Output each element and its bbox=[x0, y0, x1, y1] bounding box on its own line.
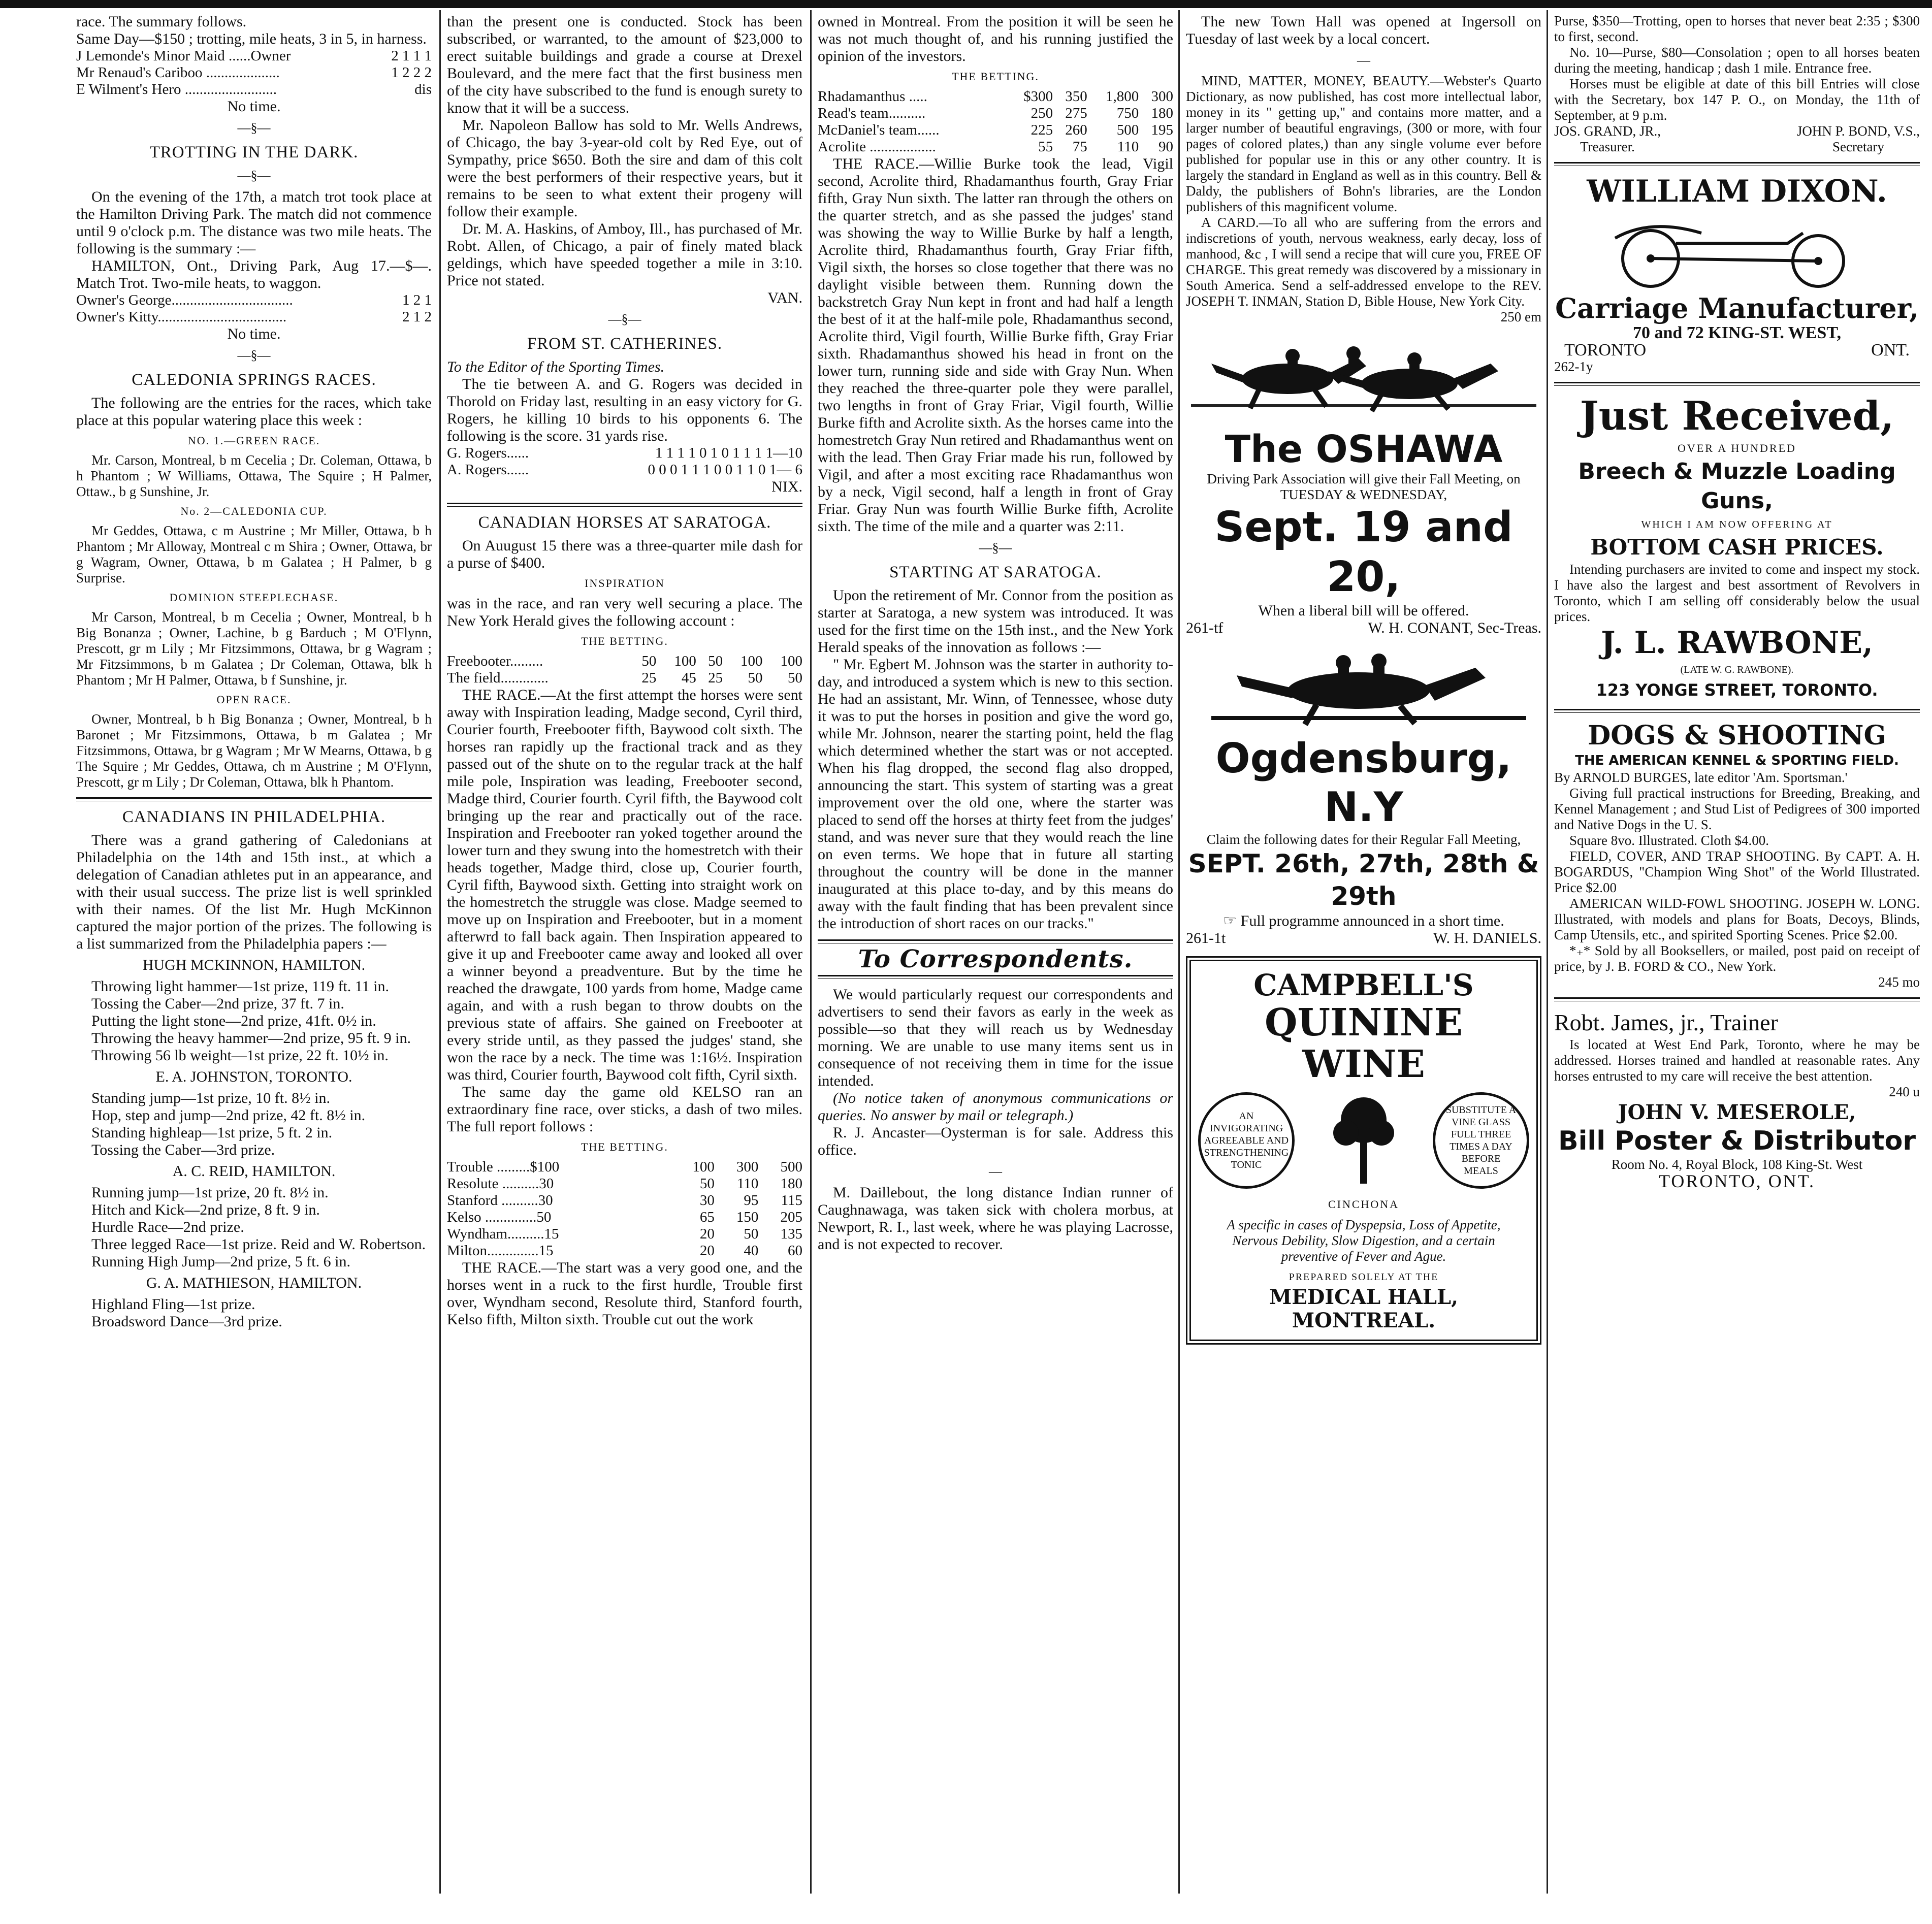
table-row: G. Rogers...... 1 1 1 1 0 1 0 1 1 1 1—10 bbox=[447, 445, 802, 461]
just-received-title: Just Received, bbox=[1580, 393, 1894, 439]
table-row: Wyndham..........15 20 50 135 bbox=[447, 1226, 802, 1242]
column-rule bbox=[1547, 10, 1548, 1894]
rawbone-late: (LATE W. G. RAWBONE). bbox=[1680, 664, 1794, 675]
same-day-text: Same Day—$150 ; trotting, mile heats, 3 in 5, in harness. bbox=[76, 30, 427, 47]
column-2 bbox=[447, 13, 802, 1904]
treasurer-name: JOS. GRAND, JR., bbox=[1554, 123, 1661, 139]
ad-text: *₊* Sold by all Booksellers, or mailed, post paid on receipt of price, by J. B. FORD & CO., New York. bbox=[1554, 943, 1920, 974]
ad-footer bbox=[1186, 619, 1541, 637]
ad-text: PREPARED SOLELY AT THE bbox=[1289, 1271, 1439, 1283]
list-item: Throwing light hammer—1st prize, 119 ft. 11 in. bbox=[91, 978, 390, 995]
article-paragraph: R. J. Ancaster—Oysterman is for sale. Address this office. bbox=[818, 1124, 1173, 1158]
table-row: Mr Renaud's Cariboo .................... 1 2 2 2 bbox=[76, 64, 432, 81]
article-paragraph: than the present one is conducted. Stock has been subscribed, or warranted, to the amount of $23,000 to erect suitable buildings and grade a course at Drexel Boulevard, and the mere fact that the first business men of the city have subscribed to the fund is enough surety to know that it will be a success. bbox=[447, 13, 802, 116]
list-item: Broadsword Dance—3rd prize. bbox=[91, 1313, 282, 1330]
trotting-horses-illustration bbox=[1191, 640, 1536, 731]
article-paragraph: The same day the game old KELSO ran an extraordinary fine race, over sticks, a dash of two miles. The full report follows : bbox=[447, 1084, 802, 1135]
carriage-manufacturer: Carriage Manufacturer, bbox=[1555, 292, 1919, 324]
ad-text: By ARNOLD BURGES, late editor 'Am. Sportsman.' bbox=[1554, 770, 1848, 785]
subhead: THE BETTING. bbox=[581, 1140, 668, 1153]
intro-text: race. The summary follows. bbox=[76, 13, 247, 30]
race-horses-illustration bbox=[1191, 328, 1536, 425]
column-3 bbox=[818, 13, 1173, 1904]
table-row: Owner's Kitty................................... 2 1 2 bbox=[76, 309, 432, 325]
table-row: The field............. 25 45 25 50 50 bbox=[447, 670, 802, 686]
article-paragraph: On Auugust 15 there was a three-quarter mile dash for a purse of $400. bbox=[447, 537, 802, 571]
medical-hall: MEDICAL HALL, bbox=[1269, 1285, 1459, 1309]
article-paragraph: Upon the retirement of Mr. Connor from the position as starter at Saratoga, a new system was introduced. It was used for the first time on the 15th inst., and the New York Herald speaks of the innovation as follows :— bbox=[818, 587, 1173, 656]
table-row: A. Rogers...... 0 0 0 1 1 1 0 0 1 1 0 1— 6 bbox=[447, 462, 802, 478]
toronto-label: TORONTO, ONT. bbox=[1659, 1171, 1815, 1191]
athlete-name: E. A. JOHNSTON, TORONTO. bbox=[155, 1068, 352, 1085]
ad-reference: 261-tf bbox=[1186, 619, 1223, 636]
table-row: Stanford ..........30 30 95 115 bbox=[447, 1192, 802, 1209]
no-time-text: No time. bbox=[227, 98, 281, 115]
table-row: Trouble .........$100 100 300 500 bbox=[447, 1159, 802, 1175]
article-paragraph: MIND, MATTER, MONEY, BEAUTY.—Webster's Quarto Dictionary, as now published, has cost more intellectual labor, money in its " getting up," and contains more matter, and a larger number of beautiful engravings, (300 or more, with four pages of colored plates,) than any single volume ever before published for popular use in this or any other country. It is largely the standard in England as well as in this country. Bell & Daldy, the publishers of Bohn's libraries, are the London publishers of this magnificent volume. bbox=[1186, 73, 1541, 214]
ad-footer bbox=[1186, 930, 1541, 947]
signatures bbox=[1554, 123, 1920, 155]
article-paragraph: M. Daillebout, the long distance Indian runner of Caughnawaga, was taken sick with cholera morbus, at Newport, R. I., last week, where he was playing Lacrosse, and is not expected to recover. bbox=[818, 1184, 1173, 1253]
ad-text: OVER A HUNDRED bbox=[1678, 442, 1796, 454]
list-item: Putting the light stone—2nd prize, 41ft. 0½ in. bbox=[91, 1013, 376, 1029]
betting-table bbox=[447, 1159, 802, 1259]
article-paragraph: Dr. M. A. Haskins, of Amboy, Ill., has purchased of Mr. Robt. Allen, of Chicago, a pair of finely mated black geldings, which have speeded together a mile in 3:10. Price not stated. bbox=[447, 220, 802, 289]
subhead: No. 2—CALEDONIA CUP. bbox=[180, 505, 328, 517]
ad-text: ☞ Full programme announced in a short time. bbox=[1223, 912, 1504, 929]
quinine-wine-title: QUININE WINE bbox=[1265, 1001, 1463, 1086]
article-paragraph: The tie between A. and G. Rogers was decided in Thorold on Friday last, resulting in an easy victory for G. Rogers, he killing 10 birds to his opponents 6. The following is the score. 31 yards rise. bbox=[447, 376, 802, 444]
cinchona-tree-icon bbox=[1326, 1092, 1402, 1189]
headline-correspondents: To Correspondents. bbox=[858, 945, 1133, 973]
list-item: Hitch and Kick—2nd prize, 8 ft. 9 in. bbox=[91, 1201, 320, 1218]
signature: NIX. bbox=[771, 478, 802, 495]
ogdensburg-title: Ogdensburg, N.Y bbox=[1215, 735, 1512, 831]
quote-paragraph: " Mr. Egbert M. Johnson was the starter in authority to-day, and introduced a system which is new to this section. He had an assistant, Mr. Winn, of Tennessee, whose duty it was to put the horses in position and give the word go, while Mr. Johnson, nearer the starting point, held the flag which determined whether the start was or not accepted. When his flag dropped, the second flag also dropped, announcing the start. This system of starting was a great improvement over the old one, where the starter was placed to send off the horses at thirty feet from the judges' stand, and was never sure that they would reach the line on even terms. We hope that in future all starting throughout the country will be done in the manner inaugurated at this place to-day, and by this means do away with the fault finding that has been prevalent since the introduction of short races on our tracks." bbox=[818, 656, 1173, 932]
right-medallion: SUBSTITUTE A VINE GLASS FULL THREE TIMES A DAY BEFORE MEALS bbox=[1433, 1092, 1529, 1189]
headline-st-catherines: FROM ST. CATHERINES. bbox=[527, 335, 723, 353]
rawbone-address: 123 YONGE STREET, TORONTO. bbox=[1596, 680, 1878, 700]
ad-text: Claim the following dates for their Regular Fall Meeting, bbox=[1206, 832, 1521, 847]
subhead: OPEN RACE. bbox=[216, 693, 292, 706]
separator: —§— bbox=[237, 168, 271, 183]
dixon-city: TORONTO bbox=[1564, 341, 1647, 360]
double-rule bbox=[818, 975, 1173, 979]
prices-title: BOTTOM CASH PRICES. bbox=[1590, 535, 1884, 560]
letter-salutation: To the Editor of the Sporting Times. bbox=[447, 358, 665, 375]
dixon-province: ONT. bbox=[1871, 341, 1910, 360]
column-rule bbox=[810, 10, 812, 1894]
secretary-title: Secretary bbox=[1832, 139, 1884, 154]
table-row: E Wilment's Hero ......................... dis bbox=[76, 81, 432, 97]
list-item: Throwing the heavy hammer—2nd prize, 95 ft. 9 in. bbox=[91, 1030, 411, 1047]
table-row: Kelso ..............50 65 150 205 bbox=[447, 1209, 802, 1225]
list-item: Hurdle Race—2nd prize. bbox=[91, 1219, 244, 1235]
list-item: Throwing 56 lb weight—1st prize, 22 ft. 10½ in. bbox=[91, 1047, 389, 1064]
table-row: Freebooter......... 50 100 50 100 100 bbox=[447, 653, 802, 669]
treasurer-title: Treasurer. bbox=[1580, 139, 1635, 154]
ad-text: AMERICAN WILD-FOWL SHOOTING. JOSEPH W. LONG. Illustrated, with models and plans for Boats, Decoys, Blinds, Camp Utensils, etc., and spirited Sporting Scenes. Price $2.00. bbox=[1554, 896, 1920, 942]
article-paragraph: Mr. Carson, Montreal, b m Cecelia ; Dr. Coleman, Ottawa, b h Phantom ; W Williams, Ottawa, The Squire ; H Palmer, Ottaw., b g Sunshine, Jr. bbox=[76, 452, 432, 499]
athlete-name: A. C. REID, HAMILTON. bbox=[172, 1163, 336, 1180]
double-rule bbox=[76, 797, 432, 801]
dogs-shooting-title: DOGS & SHOOTING bbox=[1588, 720, 1886, 751]
campbells-title: CAMPBELL'S bbox=[1253, 968, 1474, 1002]
results-table bbox=[76, 48, 432, 98]
campbells-quinine-ad bbox=[1186, 956, 1541, 1345]
oshawa-title: The OSHAWA bbox=[1225, 428, 1503, 471]
ad-reference: 245 mo bbox=[1878, 974, 1920, 990]
column-rule bbox=[1178, 10, 1180, 1894]
ad-text: Square 8vo. Illustrated. Cloth $4.00. bbox=[1569, 833, 1769, 848]
top-border-bar bbox=[0, 0, 1932, 8]
ad-text: Room No. 4, Royal Block, 108 King-St. West bbox=[1611, 1157, 1863, 1172]
headline-philadelphia: CANADIANS IN PHILADELPHIA. bbox=[122, 808, 386, 826]
article-paragraph: Mr Carson, Montreal, b m Cecelia ; Owner, Montreal, b h Big Bonanza ; Owner, Lachine, b g Barduch ; M O'Flynn, Prescott, gr m Lily ; Mr Fitzsimmons, Ottawa, br g Wagram ; Mr Fitzsimmons, b m Galatea ; Dr Coleman, Ottawa, blk h Phantom ; Mr H Palmer, Ottawa, b f Sunshine, jr. bbox=[76, 609, 432, 688]
double-rule bbox=[447, 503, 802, 507]
headline-canadian-horses: CANADIAN HORSES AT SARATOGA. bbox=[478, 513, 771, 532]
athlete-name: G. A. MATHIESON, HAMILTON. bbox=[146, 1275, 362, 1291]
article-paragraph: The new Town Hall was opened at Ingersoll on Tuesday of last week by a local concert. bbox=[1186, 13, 1541, 47]
list-item: Standing jump—1st prize, 10 ft. 8½ in. bbox=[91, 1090, 330, 1106]
article-paragraph: THE RACE.—Willie Burke took the lead, Vigil second, Acrolite third, Rhadamanthus fourth, Gray Friar fifth, Gray Nun sixth. The latter ran through the others on the quarter stretch, and as she passed the judges' stand was showing the way to Willie Burke by half a length, Acrolite third, Rhadamanthus fourth, Gray Friar fifth, Vigil sixth, the horses so close together that there was no daylight visible between them. Running down the backstretch Gray Nun kept in front and had half a length the best of it at the half-mile pole, Rhadamanthus second, Acrolite third, Vigil fourth, Willie Burke fifth, Gray Friar sixth. Rhadamanthus showed his head in front on the lower turn, running side and side with Gray Nun. When they reached the three-quarter pole they were parallel, two lengths in front of Gray Friar, Vigil fourth, Willie Burke fifth and Acrolite sixth. As the horses came into the homestretch Gray Nun retired and Rhadamanthus went on with the lead. Then Gray Friar made his run, followed by Vigil, and after a most exciting race Rhadamanthus won by a neck, Vigil second, half a length in front of Gray Friar. Gray Nun was fourth Willie Burke fifth, Acrolite sixth. The time of the mile and a quarter was 2:11. bbox=[818, 155, 1173, 535]
ad-reference: 262-1y bbox=[1554, 359, 1593, 374]
ad-reference: 261-1t bbox=[1186, 930, 1226, 947]
ad-text: Is located at West End Park, Toronto, where he may be addressed. Horses trained and handled at reasonable rates. Any horses entrusted to my care will receive the best attention. bbox=[1554, 1037, 1920, 1084]
ad-text: No. 10—Purse, $80—Consolation ; open to all horses beaten during the meeting, handicap ; dash 1 mile. Entrance free. bbox=[1554, 45, 1920, 76]
separator: —§— bbox=[237, 120, 271, 135]
article-paragraph: We would particularly request our correspondents and advertisers to send their favors as early in the week as possible—so that they will reach us by Wednesday morning. We are unable to use many items sent us in consequence of not receiving them in time for the issue intended. bbox=[818, 986, 1173, 1089]
ogdensburg-dates: SEPT. 26th, 27th, 28th & 29th bbox=[1188, 849, 1539, 911]
cinchona-label: CINCHONA bbox=[1328, 1198, 1400, 1211]
ad-signature: W. H. DANIELS. bbox=[1433, 930, 1541, 947]
table-row: Rhadamanthus ..... $300 350 1,800 300 bbox=[818, 88, 1173, 105]
subhead: NO. 1.—GREEN RACE. bbox=[187, 434, 320, 447]
column-5 bbox=[1554, 13, 1920, 1904]
list-item: Running High Jump—2nd prize, 5 ft. 6 in. bbox=[91, 1253, 350, 1270]
table-row: Milton..............15 20 40 60 bbox=[447, 1243, 802, 1259]
left-medallion: AN INVIGORATING AGREEABLE AND STRENGTHENING TONIC bbox=[1198, 1092, 1295, 1189]
pointing-hand-icon: ☞ bbox=[1223, 912, 1241, 929]
william-dixon-title: WILLIAM DIXON. bbox=[1587, 174, 1887, 209]
betting-table bbox=[447, 653, 802, 687]
column-rule bbox=[439, 10, 441, 1894]
article-paragraph: On the evening of the 17th, a match trot took place at the Hamilton Driving Park. The match did not commence until 9 o'clock p.m. The distance was two mile heats. The following is the summary :— bbox=[76, 188, 432, 257]
ad-text: FIELD, COVER, AND TRAP SHOOTING. By CAPT. A. H. BOGARDUS, "Champion Wing Shot" of the World Illustrated. Price $2.00 bbox=[1554, 849, 1920, 895]
ad-reference: 250 em bbox=[1500, 309, 1541, 324]
ad-description: A specific in cases of Dyspepsia, Loss of Appetite, Nervous Debility, Slow Digestion, and a certain preventive of Fever and Ague. bbox=[1227, 1217, 1501, 1264]
list-item: Three legged Race—1st prize. Reid and W. Robertson. bbox=[91, 1236, 426, 1253]
table-row: Acrolite .................. 55 75 110 90 bbox=[818, 139, 1173, 155]
article-paragraph: A CARD.—To all who are suffering from the errors and indiscretions of youth, nervous weakness, early decay, loss of manhood, &c , I will send a recipe that will cure you, FREE OF CHARGE. This great remedy was discovered by a missionary in South America. Send a self-addressed envelope to the REV. JOSEPH T. INMAN, Station D, Bible House, New York City. bbox=[1186, 215, 1541, 309]
separator: — bbox=[989, 1164, 1002, 1179]
list-item: Tossing the Caber—2nd prize, 37 ft. 7 in. bbox=[91, 995, 344, 1012]
james-title: Robt. James, jr., Trainer bbox=[1554, 1009, 1778, 1035]
article-paragraph: Mr Geddes, Ottawa, c m Austrine ; Mr Miller, Ottawa, b h Phantom ; Mr Alloway, Montreal c m Shira ; Owner, Ottawa, br g Wagram, Owner, Ottawa, b m Galatea ; H Palmer, b g Surprise. bbox=[76, 523, 432, 585]
list-item: Standing highleap—1st prize, 5 ft. 2 in. bbox=[91, 1124, 333, 1141]
dixon-address: 70 and 72 KING-ST. WEST, bbox=[1632, 323, 1841, 342]
carriage-illustration bbox=[1574, 213, 1899, 289]
ad-text: Purse, $350—Trotting, open to horses that never beat 2:35 ; $300 to first, second. bbox=[1554, 13, 1920, 44]
list-item: Tossing the Caber—3rd prize. bbox=[91, 1142, 275, 1158]
article-paragraph: owned in Montreal. From the position it will be seen he was not much thought of, and his running justified the opinion of the investors. bbox=[818, 13, 1173, 64]
athlete-name: HUGH MCKINNON, HAMILTON. bbox=[142, 957, 366, 973]
double-rule bbox=[818, 939, 1173, 943]
double-rule bbox=[1554, 382, 1920, 386]
asterisk-icon: *₊* bbox=[1569, 943, 1595, 958]
article-paragraph: Owner, Montreal, b h Big Bonanza ; Owner, Montreal, b h Baronet ; Mr Fitzsimmons, Ottawa, b m Galatea ; Mr Fitzsimmons, Ottawa, br g Wagram ; Mr W Mearns, Ottawa, b g The Squire ; Mr Geddes, Ottawa, ch m Austrine ; M O'Flynn, Prescott, gr m Lily ; Dr Coleman, Ottawa, blk h Phantom. bbox=[76, 711, 432, 790]
secretary-name: JOHN P. BOND, V.S., bbox=[1796, 123, 1920, 139]
rawbone-name: J. L. RAWBONE, bbox=[1601, 625, 1873, 661]
ad-text: When a liberal bill will be offered. bbox=[1258, 602, 1469, 619]
headline-trotting: TROTTING IN THE DARK. bbox=[149, 143, 359, 161]
ad-text: Horses must be eligible at date of this bill Entries will close with the Secretary, box 147 P. O., on Monday, the 11th of September, at 9 p.m. bbox=[1554, 76, 1920, 123]
no-time-text: No time. bbox=[227, 325, 281, 342]
subhead: THE BETTING. bbox=[952, 70, 1039, 83]
bill-poster-title: Bill Poster & Distributor bbox=[1558, 1126, 1916, 1156]
guns-title: Breech & Muzzle Loading Guns, bbox=[1578, 459, 1896, 514]
separator: —§— bbox=[979, 540, 1012, 555]
article-paragraph: HAMILTON, Ont., Driving Park, Aug 17.—$—. Match Trot. Two-mile heats, to waggon. bbox=[76, 257, 432, 291]
ad-text: Driving Park Association will give their Fall Meeting, on TUESDAY & WEDNESDAY, bbox=[1207, 471, 1521, 502]
score-table bbox=[447, 445, 802, 478]
list-item: Running jump—1st prize, 20 ft. 8½ in. bbox=[91, 1184, 329, 1201]
table-row: Read's team.......... 250 275 750 180 bbox=[818, 105, 1173, 121]
column-4 bbox=[1186, 13, 1541, 1904]
double-rule bbox=[1554, 162, 1920, 166]
ad-signature: W. H. CONANT, Sec-Treas. bbox=[1368, 619, 1541, 636]
column-1 bbox=[76, 13, 432, 1904]
headline-starting: STARTING AT SARATOGA. bbox=[889, 563, 1102, 581]
list-item: Hop, step and jump—2nd prize, 42 ft. 8½ in. bbox=[91, 1107, 366, 1124]
table-row: Owner's George................................. 1 2 1 bbox=[76, 292, 432, 308]
ad-medallions bbox=[1198, 1092, 1529, 1189]
subhead: THE BETTING. bbox=[581, 635, 668, 647]
ad-text: Giving full practical instructions for Breeding, Breaking, and Kennel Management ; and Stud List of Pedigrees of 300 imported and Native Dogs in the U. S. bbox=[1554, 786, 1920, 832]
headline-caledonia: CALEDONIA SPRINGS RACES. bbox=[132, 371, 376, 389]
separator: —§— bbox=[237, 348, 271, 363]
table-row: McDaniel's team...... 225 260 500 195 bbox=[818, 122, 1173, 138]
subhead: INSPIRATION bbox=[585, 577, 665, 590]
betting-table bbox=[818, 88, 1173, 155]
article-paragraph: Mr. Napoleon Ballow has sold to Mr. Wells Andrews, of Chicago, the bay 3-year-old colt by Red Eye, out of Sympathy, price $650. Both the sire and dam of this colt were the best performers of their respective years, but it remains to be seen to what extent their progeny will follow their example. bbox=[447, 117, 802, 220]
montreal-label: MONTREAL. bbox=[1292, 1309, 1436, 1332]
double-rule bbox=[1554, 709, 1920, 713]
signature: VAN. bbox=[767, 289, 802, 306]
ad-reference: 240 u bbox=[1889, 1084, 1920, 1099]
results-table bbox=[76, 292, 432, 325]
article-paragraph: THE RACE.—The start was a very good one, and the horses went in a ruck to the first hurdle, Trouble first over, Wyndham second, Resolute third, Stanford fourth, Kelso fifth, Milton sixth. Trouble cut out the work bbox=[447, 1259, 802, 1328]
dogs-subtitle: THE AMERICAN KENNEL & SPORTING FIELD. bbox=[1575, 753, 1899, 768]
dixon-city-line bbox=[1554, 342, 1920, 359]
table-row: J Lemonde's Minor Maid ......Owner 2 1 1 1 bbox=[76, 48, 432, 64]
table-row: Resolute ..........30 50 110 180 bbox=[447, 1176, 802, 1192]
oshawa-dates: Sept. 19 and 20, bbox=[1214, 503, 1513, 601]
double-rule bbox=[1554, 997, 1920, 1001]
separator: — bbox=[1357, 53, 1370, 68]
article-paragraph: was in the race, and ran very well securing a place. The New York Herald gives the following account : bbox=[447, 595, 802, 629]
article-paragraph: There was a grand gathering of Caledonians at Philadelphia on the 14th and 15th inst., at which a delegation of Canadian athletes put in an appearance, and with their usual success. The prize list is well sprinkled with their names. Of the list Mr. Hugh McKinnon captured the major portion of the prizes. The following is a list summarized from the Philadelphia papers :— bbox=[76, 832, 432, 952]
subhead: DOMINION STEEPLECHASE. bbox=[169, 591, 339, 604]
article-paragraph: (No notice taken of anonymous communications or queries. No answer by mail or telegraph.) bbox=[818, 1090, 1173, 1124]
ad-text: Intending purchasers are invited to come and inspect my stock. I have also the largest and best assortment of Revolvers in Toronto, which I am selling off considerably below the usual prices. bbox=[1554, 562, 1920, 624]
separator: —§— bbox=[608, 312, 641, 327]
ad-text: WHICH I AM NOW OFFERING AT bbox=[1641, 519, 1833, 530]
article-paragraph: THE RACE.—At the first attempt the horses were sent away with Inspiration leading, Madge second, Cyril third, Courier fourth, Freebooter fifth, Baywood colt sixth. The horses ran rapidly up the fractional track and as they passed out of the shute on to the regular track at the half mile pole, Inspiration was leading, Freebooter second, Madge third, Courier fourth. Cyril fifth, the Baywood colt bringing up the rear and practically out of the race. Inspiration and Freebooter ran yoked together around the lower turn and they swung into the homestretch with their heads together, Madge third, close up, Courier fourth, Cyril fifth, Baywood sixth. Getting into straight work on the homestretch the struggle was close. Madge seemed to move up on Inspiration and Freebooter, but in a moment afterwrd to fall back again. Then Inspiration appeared to give it up and Freebooter came away and looked all over a winner beyond a preadventure. But by the time he reached the drawgate, 100 yards from home, Madge came again, and with a rush began to throw doubts on the previous state of affairs. She gained on Freebooter at every stride until, as they passed the judges' stand, she won the race by a neck. The time was 1:16½. Inspiration was third, Courier fourth, Baywood colt fifth, Cyril sixth. bbox=[447, 687, 802, 1083]
meserole-name: JOHN V. MESEROLE, bbox=[1618, 1100, 1856, 1124]
list-item: Highland Fling—1st prize. bbox=[91, 1296, 255, 1313]
article-paragraph: The following are the entries for the races, which take place at this popular watering place this week : bbox=[76, 395, 432, 429]
